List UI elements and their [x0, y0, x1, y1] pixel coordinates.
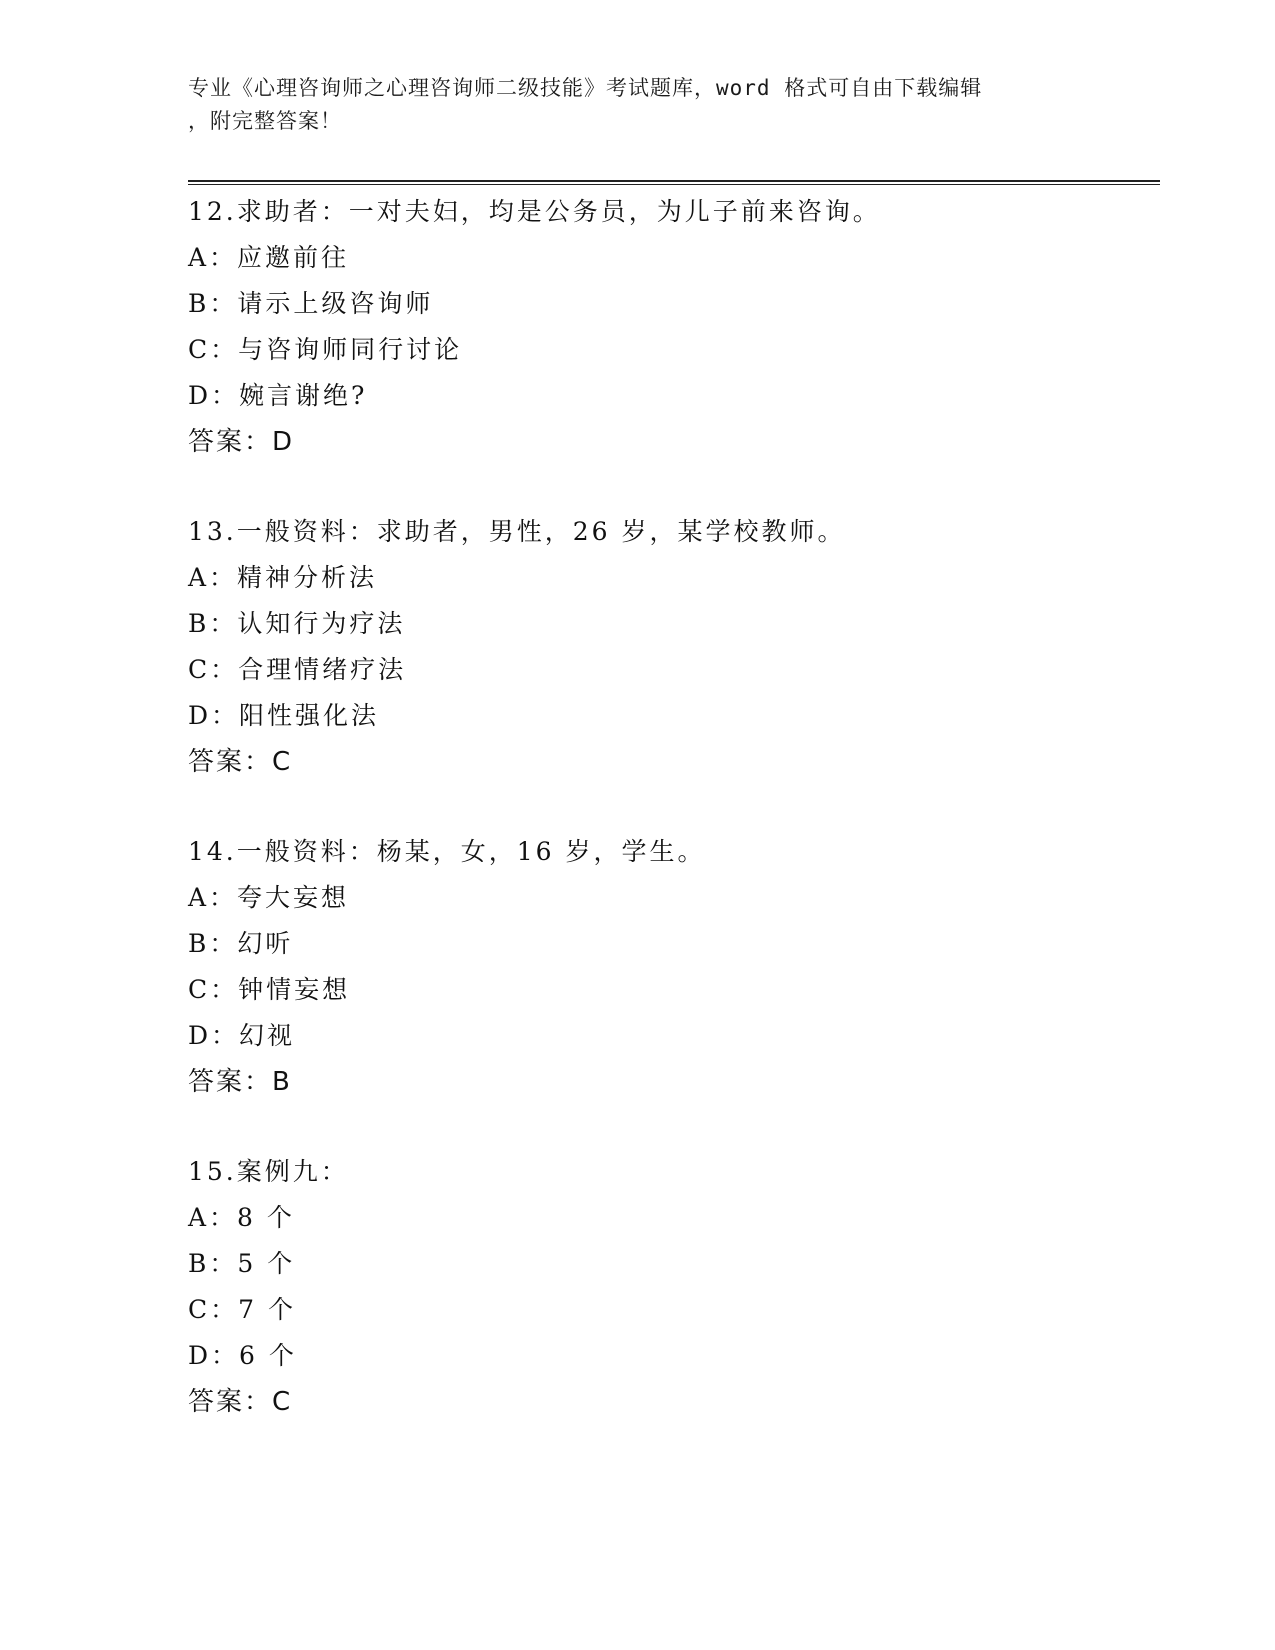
answer-label: 答案：C [188, 747, 293, 777]
option-d: D：阳性强化法 [188, 701, 380, 730]
question-15 [188, 1149, 1148, 1425]
option-a: A：夸大妄想 [188, 883, 350, 912]
option-a: A：应邀前往 [188, 243, 350, 272]
question-stem: 14.一般资料：杨某，女，16 岁，学生。 [188, 837, 706, 866]
answer-label: 答案：C [188, 1387, 293, 1417]
option-a: A：精神分析法 [188, 563, 378, 592]
option-c: C：钟情妄想 [188, 975, 351, 1004]
option-d: D：婉言谢绝? [188, 381, 368, 410]
answer-label: 答案：D [188, 427, 295, 457]
question-14 [188, 829, 1148, 1105]
option-c: C：与咨询师同行讨论 [188, 335, 463, 364]
question-stem: 12.求助者：一对夫妇，均是公务员，为儿子前来咨询。 [188, 197, 881, 226]
option-b: B：5 个 [188, 1249, 296, 1278]
option-d: D：幻视 [188, 1021, 296, 1050]
option-c: C：合理情绪疗法 [188, 655, 407, 684]
option-d: D：6 个 [188, 1341, 297, 1370]
document-header [188, 72, 1088, 138]
option-b: B：请示上级咨询师 [188, 289, 434, 318]
header-subtitle-line: ，附完整答案！ [188, 109, 342, 133]
question-stem: 15.案例九： [188, 1157, 349, 1186]
option-a: A：8 个 [188, 1203, 295, 1232]
header-divider-thin [188, 184, 1160, 185]
question-stem: 13.一般资料：求助者，男性，26 岁，某学校教师。 [188, 517, 846, 546]
answer-label: 答案：B [188, 1067, 292, 1097]
question-13 [188, 509, 1148, 785]
header-divider-thick [188, 180, 1160, 182]
option-b: B：认知行为疗法 [188, 609, 406, 638]
header-title-line: 专业《心理咨询师之心理咨询师二级技能》考试题库，word 格式可自由下载编辑 [188, 76, 983, 100]
question-list [188, 189, 1148, 1469]
question-12 [188, 189, 1148, 465]
option-b: B：幻听 [188, 929, 294, 958]
option-c: C：7 个 [188, 1295, 296, 1324]
